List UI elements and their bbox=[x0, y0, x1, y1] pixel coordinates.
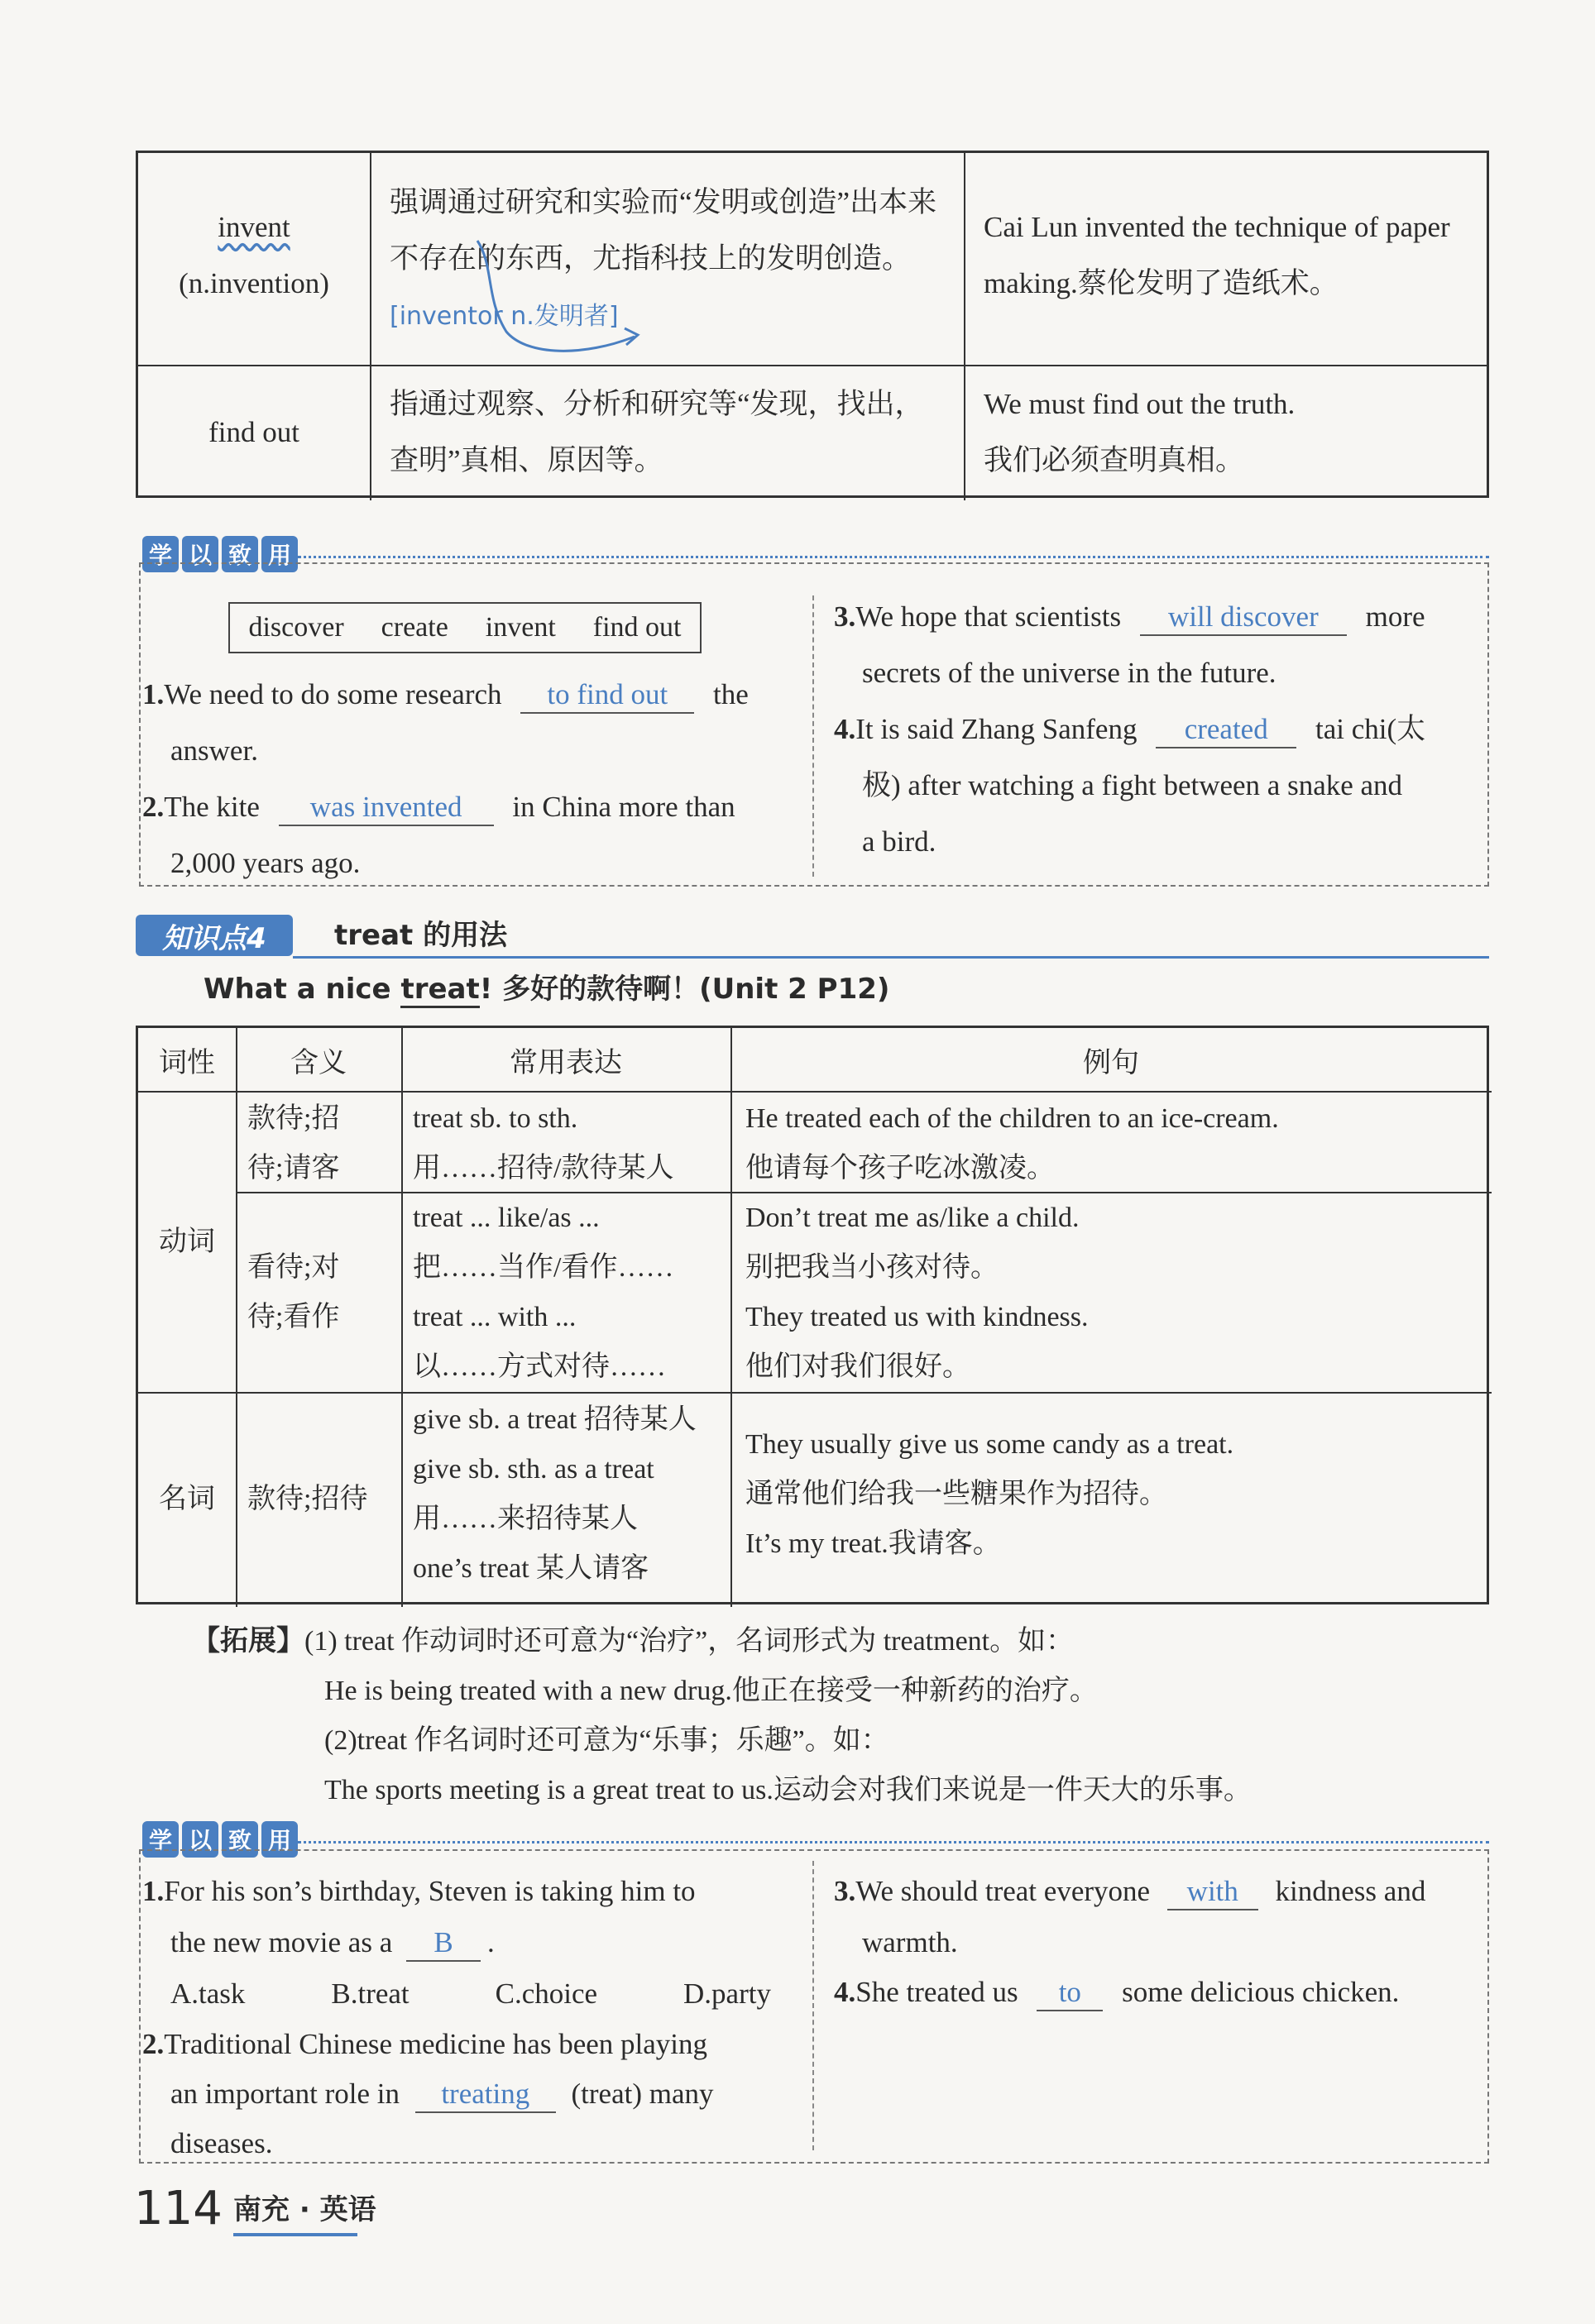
footer-label: 南充 · 英语 bbox=[233, 2193, 376, 2226]
intro-sentence: What a nice treat! 多好的款待啊！(Unit 2 P12) bbox=[204, 966, 889, 1012]
answer-blank[interactable]: B bbox=[406, 1925, 481, 1962]
meaning: 强调通过研究和实验而“发明或创造”出本来不存在的东西，尤指科技上的发明创造。 bbox=[390, 186, 937, 275]
expression-cell: treat ... like/as ... 把……当作/看作…… treat ... with ... 以……方式对待…… bbox=[413, 1203, 674, 1382]
vocab-table bbox=[136, 151, 1489, 498]
option-c[interactable]: C.choice bbox=[495, 1977, 598, 2010]
table-row bbox=[138, 366, 1487, 500]
page-number: 114 bbox=[134, 2182, 223, 2236]
meaning-cell: 指通过观察、分析和研究等“发现，找出，查明”真相、原因等。 bbox=[390, 388, 924, 476]
option-b[interactable]: B.treat bbox=[331, 1977, 410, 2010]
answer-blank[interactable]: to find out bbox=[520, 677, 694, 714]
extension-label: 【拓展】 bbox=[192, 1624, 304, 1657]
options bbox=[142, 1968, 771, 2020]
question-1: 1.We need to do some research to find out the answer. bbox=[142, 678, 749, 767]
answer-blank[interactable]: treating bbox=[415, 2077, 556, 2113]
section-title: treat 的用法 bbox=[334, 919, 508, 952]
tag-char: 学 bbox=[142, 1821, 179, 1858]
word: invent bbox=[218, 211, 290, 243]
question-2: 2.Traditional Chinese medicine has been playing an important role in treating (treat) many diseases. bbox=[142, 2028, 714, 2159]
example-cell: He treated each of the children to an ice-cream. 他请每个孩子吃冰激凌。 bbox=[745, 1103, 1279, 1184]
word-sub: (n.invention) bbox=[179, 267, 329, 299]
meaning-cell: 款待;招待 bbox=[247, 1484, 368, 1514]
arrow-icon bbox=[304, 232, 701, 356]
tag-char: 以 bbox=[182, 536, 218, 572]
tag-char: 致 bbox=[222, 536, 258, 572]
tag-char: 以 bbox=[182, 1821, 218, 1858]
example-en: We must find out the truth. bbox=[984, 388, 1296, 420]
option-d[interactable]: D.party bbox=[683, 1977, 771, 2010]
example-cell: They usually give us some candy as a treat. 通常他们给我一些糖果作为招待。 It’s my treat.我请客。 bbox=[745, 1429, 1234, 1559]
word-bank bbox=[228, 602, 702, 653]
word-bank-item: create bbox=[381, 612, 448, 643]
header-example: 例句 bbox=[730, 1028, 1492, 1093]
answer-blank[interactable]: will discover bbox=[1140, 600, 1347, 636]
example-cn: 我们必须查明真相。 bbox=[984, 444, 1245, 476]
answer-blank[interactable]: was invented bbox=[279, 790, 494, 826]
answer-blank[interactable]: with bbox=[1167, 1874, 1258, 1910]
word-cell: find out bbox=[208, 416, 299, 448]
word-bank-item: invent bbox=[485, 612, 556, 643]
answer-blank[interactable]: created bbox=[1156, 712, 1296, 748]
tag-char: 用 bbox=[261, 1821, 298, 1858]
header-expression: 常用表达 bbox=[401, 1028, 730, 1093]
tag-char: 学 bbox=[142, 536, 179, 572]
expression-cell: give sb. a treat 招待某人 give sb. sth. as a treat 用……来招待某人 one’s treat 某人请客 bbox=[413, 1404, 697, 1584]
tag-char: 用 bbox=[261, 536, 298, 572]
note: [inventor n.发明者] bbox=[390, 302, 619, 331]
meaning-cell: 款待;招 待;请客 bbox=[247, 1103, 340, 1184]
question-4: 4.It is said Zhang Sanfeng created tai chi(太 极) after watching a fight between a snake and a bird. bbox=[834, 713, 1426, 858]
word-bank-item: find out bbox=[592, 612, 682, 643]
tag-char: 致 bbox=[222, 1821, 258, 1858]
header-pos: 词性 bbox=[138, 1028, 236, 1093]
knowledge-point-badge: 知识点4 bbox=[136, 915, 293, 956]
table-row bbox=[138, 153, 1487, 366]
question-3: 3.We hope that scientists will discover more secrets of the universe in the future. bbox=[834, 600, 1425, 689]
example-cell: Don’t treat me as/like a child. 别把我当小孩对待。 They treated us with kindness. 他们对我们很好。 bbox=[745, 1203, 1089, 1382]
example-cell: Cai Lun invented the technique of paper making.蔡伦发明了造纸术。 bbox=[984, 211, 1450, 299]
extension: 【拓展】(1) treat 作动词时还可意为“治疗”，名词形式为 treatment。如： He is being treated with a new drug.他正在接受一种新药的治疗。 (2)treat 作名词时还可意为“乐事；乐趣”。如： The sports meeting is a great treat to us.运动会对我们来说是一件天大的乐事。 bbox=[192, 1624, 1252, 1805]
example-cell bbox=[965, 366, 1492, 500]
usage-table bbox=[136, 1026, 1489, 1604]
answer-blank[interactable]: to bbox=[1037, 1975, 1103, 2011]
header-meaning: 含义 bbox=[236, 1028, 401, 1093]
question-1: 1.For his son’s birthday, Steven is taking him to the new movie as a B . A.task B.treat C.choice D.party bbox=[142, 1866, 796, 2020]
meaning-cell: 看待;对 待;看作 bbox=[247, 1252, 340, 1332]
pos-verb: 动词 bbox=[159, 1227, 215, 1257]
question-3: 3.We should treat everyone with kindness and warmth. bbox=[834, 1875, 1426, 1958]
pos-noun: 名词 bbox=[159, 1484, 215, 1514]
word-bank-item: discover bbox=[248, 612, 344, 643]
question-2: 2.The kite was invented in China more than 2,000 years ago. bbox=[142, 791, 735, 879]
expression-cell: treat sb. to sth. 用……招待/款待某人 bbox=[413, 1103, 674, 1184]
option-a[interactable]: A.task bbox=[170, 1977, 246, 2010]
question-4: 4.She treated us to some delicious chicken. bbox=[834, 1967, 1487, 2018]
